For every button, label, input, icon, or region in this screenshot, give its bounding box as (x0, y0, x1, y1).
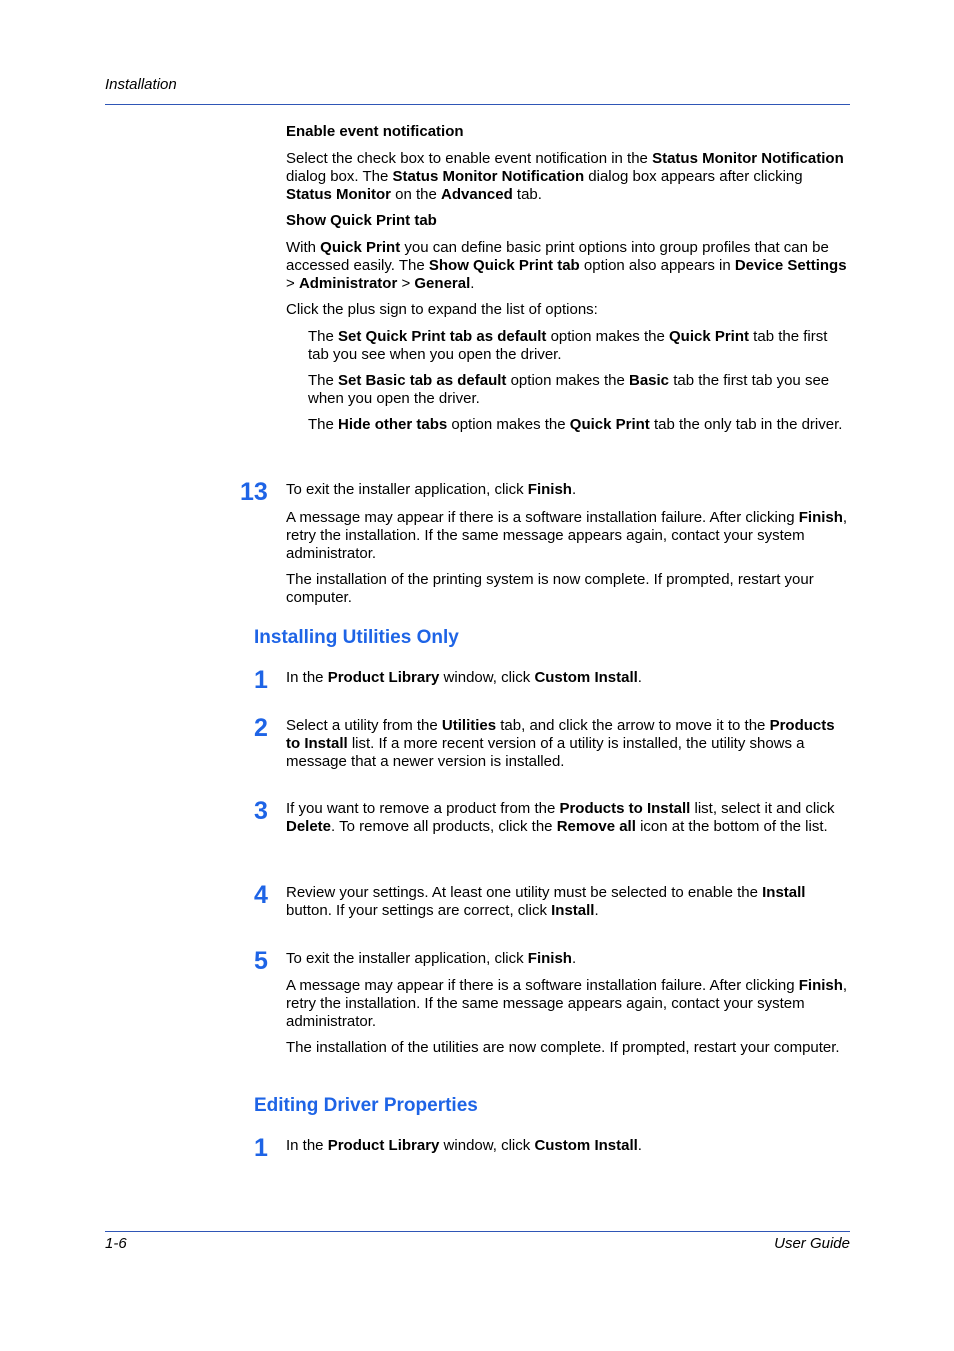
ui-term: Device Settings (734, 257, 847, 274)
text: tab the only tab in the driver. (649, 416, 843, 433)
step-text (286, 1137, 850, 1155)
step-number: 4 (254, 881, 268, 909)
quick-print-heading: Show Quick Print tab (286, 212, 437, 229)
text: window, click (439, 669, 535, 686)
ui-term: Finish (798, 509, 843, 526)
text: If you want to remove a product from the (286, 800, 560, 817)
text: . (470, 275, 475, 292)
text: option makes the (546, 328, 669, 345)
enable-event-section (286, 123, 850, 141)
text: tab the first tab you see when you open the driver. (308, 372, 830, 407)
quick-print-option (308, 328, 848, 364)
text: , retry the installation. If the same message appears again, contact your system administrator. (286, 509, 848, 562)
completion-note (286, 571, 850, 607)
step-number: 13 (240, 478, 268, 506)
ui-term: Delete (286, 818, 332, 835)
ui-term: Show Quick Print tab (428, 257, 580, 274)
ui-term: Hide other tabs (338, 416, 448, 433)
text: A message may appear if there is a software installation failure. After clicking (286, 977, 799, 994)
text: Click the plus sign to expand the list of options: (286, 301, 598, 318)
step-text (286, 800, 850, 836)
text: . (637, 1137, 642, 1154)
ui-term: Administrator (298, 275, 398, 292)
ui-term: Custom Install (534, 669, 638, 686)
text: The (308, 416, 339, 433)
text: dialog box appears after clicking (584, 168, 803, 185)
step-number: 2 (254, 714, 268, 742)
ui-term: Products to Install (559, 800, 691, 817)
ui-term: Custom Install (534, 1137, 638, 1154)
text: . To remove all products, click the (331, 818, 557, 835)
ui-term: Advanced (441, 186, 513, 203)
header-rule (105, 104, 850, 105)
section-title: Installing Utilities Only (254, 627, 459, 648)
text: The (308, 328, 339, 345)
step-text (286, 950, 850, 968)
text: tab. (512, 186, 542, 203)
completion-note (286, 1039, 850, 1057)
guide-name: User Guide (774, 1235, 850, 1252)
text: The (308, 372, 339, 389)
quick-print-option (308, 372, 848, 408)
text: . (594, 902, 599, 919)
ui-term: Install (551, 902, 595, 919)
text: dialog box. The (286, 168, 393, 185)
text: The installation of the utilities are now complete. If prompted, restart your computer. (286, 1039, 840, 1056)
ui-term: Set Basic tab as default (338, 372, 507, 389)
ui-term: Remove all (556, 818, 636, 835)
text: tab the first tab you see when you open the driver. (308, 328, 828, 363)
page-number: 1-6 (105, 1235, 127, 1252)
ui-term: Basic (629, 372, 670, 389)
enable-event-paragraph (286, 150, 850, 204)
step-number: 1 (254, 666, 268, 694)
step-note (286, 977, 850, 1031)
ui-term: Finish (527, 481, 572, 498)
step-text (286, 481, 850, 499)
text: The installation of the printing system is now complete. If prompted, restart your computer. (286, 571, 814, 606)
enable-event-heading: Enable event notification (286, 123, 464, 140)
text: In the (286, 1137, 328, 1154)
text: In the (286, 669, 328, 686)
text: Review your settings. At least one utility must be selected to enable the (286, 884, 763, 901)
ui-term: Quick Print (320, 239, 401, 256)
footer-rule (105, 1231, 850, 1232)
step-text (286, 717, 850, 771)
text: . (571, 481, 577, 498)
text: . (571, 950, 577, 967)
text: option makes the (506, 372, 629, 389)
text: list, select it and click (690, 800, 835, 817)
ui-term: Set Quick Print tab as default (338, 328, 547, 345)
text: With (286, 239, 321, 256)
quick-print-paragraph (286, 239, 850, 293)
ui-term: Product Library (327, 669, 440, 686)
quick-print-section (286, 212, 850, 230)
text: , retry the installation. If the same message appears again, contact your system administrator. (286, 977, 848, 1030)
text: on the (391, 186, 442, 203)
ui-term: Status Monitor Notification (392, 168, 585, 185)
ui-term: Quick Print (668, 328, 750, 345)
text: option also appears in (579, 257, 735, 274)
step-note (286, 509, 850, 563)
step-number: 5 (254, 947, 268, 975)
text: option makes the (447, 416, 570, 433)
ui-term: Finish (798, 977, 843, 994)
text: Select a utility from the (286, 717, 442, 734)
text: > (286, 275, 299, 292)
text: To exit the installer application, click (286, 481, 528, 498)
quick-print-option (308, 416, 848, 434)
text: list. If a more recent version of a utility is installed, the utility shows a message that a newer version is installed. (286, 735, 805, 770)
ui-term: Utilities (441, 717, 497, 734)
ui-term: Status Monitor (286, 186, 391, 203)
text: Select the check box to enable event notification in the (286, 150, 653, 167)
quick-print-intro (286, 301, 850, 319)
text: A message may appear if there is a software installation failure. After clicking (286, 509, 799, 526)
ui-term: Status Monitor Notification (652, 150, 844, 167)
text: > (397, 275, 415, 292)
text: To exit the installer application, click (286, 950, 528, 967)
ui-term: Products to Install (286, 717, 835, 752)
running-header: Installation (105, 76, 177, 93)
section-title: Editing Driver Properties (254, 1095, 478, 1116)
text: button. If your settings are correct, click (286, 902, 552, 919)
text: icon at the bottom of the list. (635, 818, 828, 835)
step-text (286, 884, 850, 920)
text: you can define basic print options into group profiles that can be accessed easily. The (286, 239, 829, 274)
ui-term: Quick Print (569, 416, 650, 433)
ui-term: General (414, 275, 471, 292)
ui-term: Install (762, 884, 806, 901)
ui-term: Finish (527, 950, 572, 967)
text: window, click (439, 1137, 535, 1154)
step-number: 1 (254, 1134, 268, 1162)
text: . (637, 669, 642, 686)
ui-term: Product Library (327, 1137, 440, 1154)
step-text (286, 669, 850, 687)
step-number: 3 (254, 797, 268, 825)
text: tab, and click the arrow to move it to the (496, 717, 770, 734)
